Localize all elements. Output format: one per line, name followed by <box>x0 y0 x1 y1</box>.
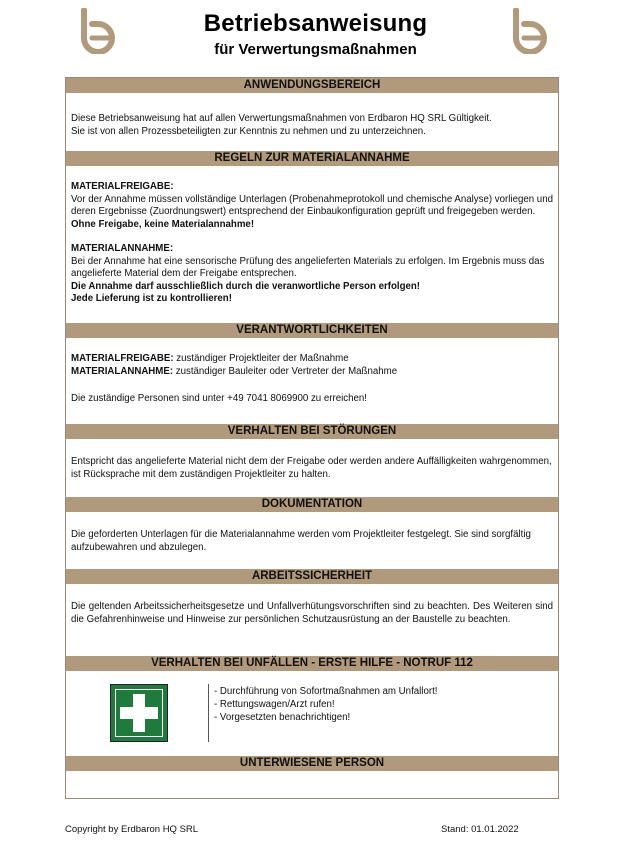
section-body-arbeitssicherheit <box>71 601 553 626</box>
list-item: - Durchführung von Sofortmaßnahmen am Unfallort! <box>214 686 438 697</box>
section-body-regeln <box>71 181 553 306</box>
stoerungen-text: Entspricht das angelieferte Material nicht dem der Freigabe oder werden andere Auffälligkeiten wahrgenommen, ist Rücksprache mit dem zuständigen Projektleiter zu halten. <box>71 456 552 480</box>
list-item: - Rettungswagen/Arzt rufen! <box>214 699 335 710</box>
section-heading-arbeitssicherheit: ARBEITSSICHERHEIT <box>66 569 558 584</box>
instruction-frame <box>65 77 559 799</box>
section-body-dokumentation <box>71 529 553 554</box>
section-heading-verantwortlichkeiten: VERANTWORTLICHKEITEN <box>66 323 558 338</box>
section-heading-stoerungen: VERHALTEN BEI STÖRUNGEN <box>66 424 558 439</box>
section-heading-regeln: REGELN ZUR MATERIALANNAHME <box>66 151 558 166</box>
resp-freigabe-label: MATERIALFREIGABE: <box>71 353 174 364</box>
footer-copyright: Copyright by Erdbaron HQ SRL <box>65 824 199 835</box>
page-title: Betriebsanweisung <box>203 10 428 37</box>
resp-annahme-label: MATERIALANNAHME: <box>71 365 174 377</box>
arbeitssicherheit-text: Die geltenden Arbeitssicherheitsgesetze und Unfallverhütungsvorschriften sind zu beachten. Des Weiteren sind die Gefahrenhinweise und Hinweise zur persönlichen Schutzausrüstung an der Baustelle zu beachten. <box>71 601 553 625</box>
list-item: - Vorgesetzten benachrichtigen! <box>214 712 351 723</box>
materialannahme-label: MATERIALANNAHME: <box>71 243 174 254</box>
materialannahme-text: Bei der Annahme hat eine sensorische Prüfung des angelieferten Materials zu erfolgen. Im Ergebnis muss das angelieferte Material dem der Freigabe entsprechen. <box>71 255 545 279</box>
section-heading-anwendungsbereich: ANWENDUNGSBEREICH <box>66 78 558 93</box>
materialannahme-warning-2: Jede Lieferung ist zu kontrollieren! <box>71 293 232 304</box>
materialfreigabe-text: Vor der Annahme müssen vollständige Unterlagen (Probenahmeprotokoll und chemische Analyse) vorliegen und deren Ergebnisse (Zuordnungswert) entsprechend der Einbaukonfiguration geprüft und freigegeben werden. <box>71 193 553 217</box>
section-body-anwendungsbereich <box>71 113 553 138</box>
materialfreigabe-warning: Ohne Freigabe, keine Materialannahme! <box>71 218 255 230</box>
divider <box>208 684 209 742</box>
section-body-verantwortlichkeiten <box>71 353 553 406</box>
footer-stand: Stand: 01.01.2022 <box>441 824 519 835</box>
section-heading-unfaelle: VERHALTEN BEI UNFÄLLEN - ERSTE HILFE - NOTRUF 112 <box>66 656 558 671</box>
first-aid-sign-icon <box>110 684 168 742</box>
first-aid-list <box>214 685 437 724</box>
section-heading-unterwiesene-person: UNTERWIESENE PERSON <box>66 756 558 771</box>
page-subtitle: für Verwertungsmaßnahmen <box>214 41 417 58</box>
anwendungsbereich-line1: Diese Betriebsanweisung hat auf allen Verwertungsmaßnahmen von Erdbaron HQ SRL Gültigkeit. <box>71 113 492 124</box>
resp-annahme-text: zuständiger Bauleiter oder Vertreter der Maßnahme <box>173 365 398 377</box>
resp-freigabe-text: zuständiger Projektleiter der Maßnahme <box>173 353 349 364</box>
anwendungsbereich-line2: Sie ist von allen Prozessbeteiligten zur Kenntnis zu nehmen und zu unterzeichnen. <box>71 125 426 137</box>
dokumentation-text: Die geforderten Unterlagen für die Materialannahme werden vom Projektleiter festgelegt. Sie sind sorgfältig aufzubewahren und abzulegen. <box>71 529 531 553</box>
section-heading-dokumentation: DOKUMENTATION <box>66 497 558 512</box>
section-body-stoerungen <box>71 456 553 481</box>
resp-contact: Die zuständige Personen sind unter +49 7041 8069900 zu erreichen! <box>71 393 367 404</box>
materialannahme-warning-1: Die Annahme darf ausschließlich durch die veranwortliche Person erfolgen! <box>71 280 421 292</box>
materialfreigabe-label: MATERIALFREIGABE: <box>71 181 174 192</box>
